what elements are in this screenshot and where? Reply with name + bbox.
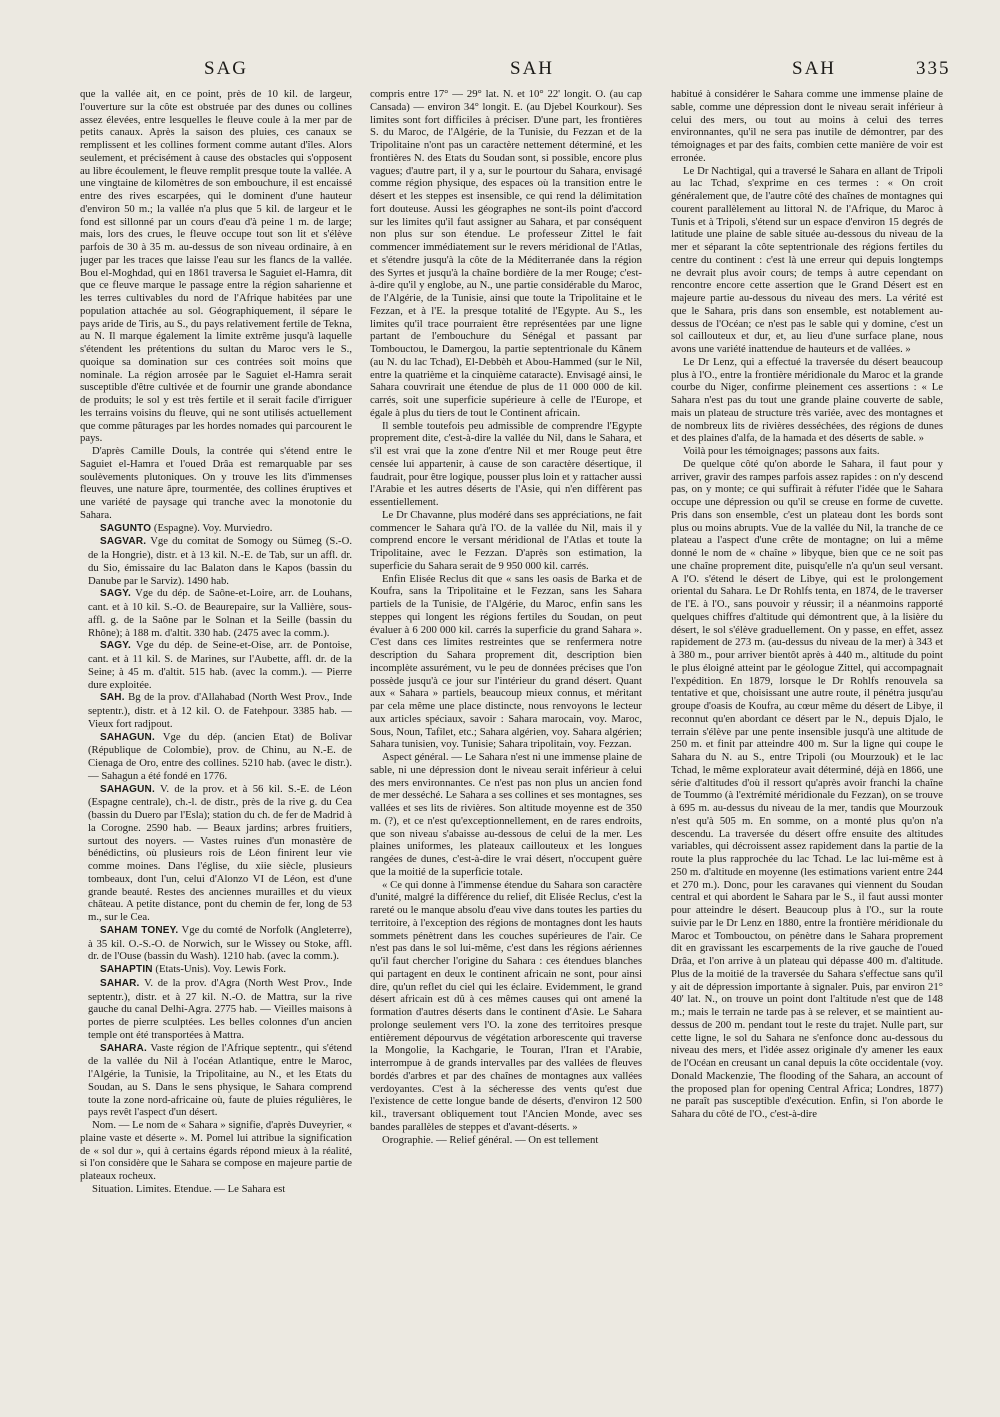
- paragraph: Nom. — Le nom de « Sahara » signifie, d'après Duveyrier, « plaine vaste et déserte ». M. Pomel lui attribue la signification de « sol dur », qui à certains égards répond mieux à la réalité, si l'on considère que le Sahara se compose en majeure partie de plateaux rocheux.: [80, 1119, 352, 1182]
- entry-headword: SAGUNTO: [100, 522, 152, 534]
- entry-headword: SAHAGUN.: [100, 731, 155, 743]
- paragraph: Enfin Elisée Reclus dit que « sans les oasis de Barka et de Koufra, sans la Tripolitaine et le Fezzan, sans les Sahara partiels de la Tunisie, de l'Algérie, du Maroc, enfin sans les steppes qui longent les régions fertiles du Soudan, on peut évaluer à 6 200 000 kil. carrés la superficie du grand Sahara ». C'est dans ces limites restreintes que se renfermera notre description du Sahara proprement dit, description bien incomplète assurément, vu le peu de données précises que l'on possède jusqu'à ce jour sur l'intérieur du grand désert. Quant aux « Sahara » partiels, beaucoup mieux connus, et méritant par cela même une place distincte, nous renvoyons le lecteur aux articles spéciaux, savoir : Sahara marocain, voy. Maroc, Sous, Noun, Tafilet, etc.; Sahara algérien, voy. Sahara algérien; Sahara tunisien, voy. Tunisie; Sahara tripolitain, voy. Fezzan.: [370, 572, 642, 751]
- entry-body: V. de la prov. d'Agra (North West Prov., Inde septentr.), distr. et à 27 kil. N.-O. de Mattra, sur la rive gauche du canal Delhi-Agra. 2775 hab. — Vieilles maisons à portes de pierre sculptées. Les belles colonnes d'un ancien temple ont été transportées à Mattra.: [88, 976, 352, 1041]
- entry-body: Vge du comitat de Somogy ou Sümeg (S.-O. de la Hongrie), distr. et à 13 kil. N.-E. de Tab, sur un affl. dr. du Sio, émissaire du lac Balaton dans le Kapos (bassin du Danube par le Sarviz). 1490 hab.: [88, 535, 352, 587]
- text-column-2: [370, 88, 642, 1368]
- dictionary-entry: [80, 783, 352, 924]
- dictionary-entry: [80, 587, 352, 639]
- paragraph: que la vallée ait, en ce point, près de 10 kil. de largeur, l'ouverture sur la côte est obstruée par des dunes ou collines assez élevées, entre lesquelles le fleuve coule à la mer par de petits canaux. Après la saison des pluies, ces canaux se remplissent et les collines forment comme autant d'îles. Alors seulement, et précisément à cause des obstacles qui s'opposent au libre écoulement, le fleuve remplit presque toute la vallée. A une vingtaine de kilomètres de son embouchure, il est encaissé entre des rives escarpées, qui le dominent d'une hauteur d'environ 50 m.; la vallée n'a plus que 5 kil. de largeur et le fond est sillonné par un cours d'eau d'à peine 1 m. de large; mais, lors des crues, le fleuve occupe tout son lit et s'élève parfois de 30 à 35 m. au-dessus de son niveau ordinaire, à en juger par les traces que laisse l'eau sur les flancs de la vallée. Bou el-Moghdad, qui en 1861 traversa le Saguiet el-Hamra, dit que ce fleuve marque le passage entre la région saharienne et les terres cultivables du nord de l'Afrique habitées par une population attachée au sol. Géographiquement, il sépare le pays aride de Tiris, au S., du pays relativement fertile de Tekna, au N. Il marque également la limite extrême jusqu'à laquelle s'étendent les prétentions du sultan du Maroc vers le S., quoique sa domination sur ces contrées soit moins que nominale. La région arrosée par le Saguiet el-Hamra serait susceptible d'être cultivée et de fournir une grande abondance de produits; le sol y est très fertile et il serait facile d'irriguer les terrains voisins du fleuve, qui ne sont utilisés actuellement que comme pâturages par les hordes nomades qui parcourent le pays.: [80, 88, 352, 445]
- dictionary-entry: [80, 535, 352, 587]
- text-column-3: [671, 88, 943, 1368]
- running-head-center: SAH: [510, 58, 555, 79]
- dictionary-entry: [80, 639, 352, 691]
- entry-headword: SAHAPTIN: [100, 964, 153, 975]
- paragraph: Situation. Limites. Etendue. — Le Sahara est: [92, 1182, 286, 1195]
- entry-headword: SAHAM TONEY.: [100, 924, 179, 936]
- paragraph: De quelque côté qu'on aborde le Sahara, il faut pour y arriver, gravir des rampes parfois assez rapides : on n'y descend pas, on y monte; ce qui suffirait à réfuter l'idée que le Sahara occupe une dépression ou qu'il se creuse en forme de cuvette. Pris dans son ensemble, c'est un plateau dont les bords sont plus ou moins abrupts. Vue de la vallée du Nil, la tranche de ce plateau a l'aspect d'une crête de montagne; on lui a même donné le nom de « chaîne » libyque, bien que ce ne soit pas une chaîne proprement dite, puisqu'elle n'a qu'un seul versant. A l'O. s'étend le désert de Libye, qui est le prolongement oriental du Sahara. Le Dr Rohlfs tenta, en 1874, de le traverser de l'E. à l'O., sans pouvoir y réussir; il a néanmoins rapporté quelques chiffres d'altitude qui démontrent que, à la lisière du désert, le sol s'élève graduellement. On y passe, en effet, assez rapidement de 273 m. (au-dessus du niveau de la mer) à 343 et à 380 m., pour arriver bientôt après à 440 m., altitude du point le plus éloigné atteint par le géologue Zittel, qui accompagnait l'expédition. En 1879, lorsque le Dr Rohlfs renouvela sa tentative et que, choisissant une autre route, il pénétra jusqu'au groupe d'oasis de Koufra, au cœur même du désert de Libye, il reconnut qu'en abordant ce désert par le N., depuis Djalo, le terrain s'élève par une pente insensible jusqu'à une altitude de 250 m. et finit par atteindre 400 m. Sur la ligne qui coupe le Sahara du N. au S., entre Tripoli (ou Mourzouk) et le lac Tchad, le même explorateur avait déterminé, déjà en 1866, une série d'altitudes d'où il ressort qu'après avoir franchi la chaîne de Toummo (à l'extrémité méridionale du Fezzan), on se trouve à 695 m. au-dessus du niveau de la mer, tandis que Mourzouk n'est qu'à 505 m. En somme, on a monté plus qu'on n'a descendu. La traversée du désert offre ensuite des altitudes variables, qui décroissent assez rapidement dans la partie de la route la plus rapprochée du lac Tchad. Le lac lui-même est à 250 m. d'altitude en moyenne (les estimations varient entre 244 et 270 m.). Donc, pour les caravanes qui viennent du Soudan central et qui abordent le Sahara par le S., il faut aussi monter pour atteindre le désert. Beaucoup plus à l'O., sur la route suivie par le Dr Lenz en 1880, entre la frontière méridionale du Maroc et Tombouctou, on pénètre dans le Sahara proprement dit en gravissant les escarpements de la rive gauche de l'oued Drâa, et l'on arrive à un plateau qui dépasse 400 m. d'altitude. Plus de la moitié de la traversée du Sahara s'effectue sans qu'il y ait de dépression importante à signaler. Puis, par environ 21° 40' lat. N., on trouve un point dont l'altitude n'est que de 148 m.; mais le terrain ne tarde pas à se relever, et se maintient au-dessus de 200 m. pendant tout le reste du trajet. Nulle part, sur cette ligne, le sol du Sahara ne s'enfonce donc au-dessous du niveau des mers, et l'idée assez originale d'y amener les eaux de l'Océan en creusant un canal depuis la côte occidentale (voy. Donald Mackenzie, The flooding of the Sahara, an account of the proposed plan for opening Central Africa; Londres, 1877) ne paraît pas susceptible d'exécution. Enfin, si l'on aborde le Sahara du côté de l'O., c'est-à-dire: [671, 457, 943, 1120]
- entry-headword: SAHAGUN.: [100, 783, 155, 795]
- dictionary-entry: [80, 924, 352, 963]
- entry-body: Vge du dép. (ancien Etat) de Bolivar (République de Colombie), prov. de Chinu, au N.-E. de Cienaga de Oro, entre des collines. 5210 hab. (avec le distr.). — Sahagun a été fondé en 1776.: [88, 730, 352, 782]
- running-head-left: SAG: [204, 58, 249, 79]
- entry-body: Bg de la prov. d'Allahabad (North West Prov., Inde septentr.), distr. et à 12 kil. O. de Fatehpour. 3385 hab. — Vieux fort radjpout.: [88, 691, 352, 730]
- entry-body: (Etats-Unis). Voy. Lewis Fork.: [152, 963, 287, 975]
- entry-headword: SAHARA.: [100, 1042, 147, 1054]
- paragraph: Aspect général. — Le Sahara n'est ni une immense plaine de sable, ni une dépression dont le niveau serait inférieur à celui des mers environnantes. Ce n'est pas non plus un ancien fond de mer desséché. Le Sahara a ses collines et ses montagnes, ses vallées et ses lits de rivières. Son altitude moyenne est de 350 m. (?), et ce n'est qu'exceptionnellement, en de rares endroits, que son niveau s'abaisse au-dessous de celui de la mer. Les plaines uniformes, les plateaux caillouteux et les longues rangées de dunes, c'est-à-dire le vrai désert, n'occupent guère que la moitié de la superficie totale.: [370, 751, 642, 878]
- dictionary-entry: [80, 691, 352, 730]
- entry-body: Vge du dép. de Seine-et-Oise, arr. de Pontoise, cant. et à 11 kil. S. de Marines, sur l'Aubette, affl. dr. de la Seine; à 45 m. d'altit. 515 hab. (avec la comm.). — Pierre dure exploitée.: [88, 639, 352, 691]
- paragraph: habitué à considérer le Sahara comme une immense plaine de sable, comme une dépression dont le niveau serait inférieur à celui des mers, ou tout au moins à celui des terres environnantes, qu'il ne sera pas inutile de démontrer, par des témoignages et par des faits, combien cette manière de voir est erronée.: [671, 88, 943, 164]
- paragraph: D'après Camille Douls, la contrée qui s'étend entre le Saguiet el-Hamra et l'oued Drâa est remarquable par ses soulèvements plutoniques. On y trouve les lits d'immenses fleuves, une nature âpre, tourmentée, des collines éruptives et une variété de paysage qui tranche avec la monotonie du Sahara.: [80, 445, 352, 521]
- text-column-1: [80, 88, 352, 1368]
- paragraph: Voilà pour les témoignages; passons aux faits.: [683, 445, 880, 457]
- entry-headword: SAHAR.: [100, 977, 140, 989]
- paragraph: Le Dr Chavanne, plus modéré dans ses appréciations, ne fait commencer le Sahara qu'à l'O. de la vallée du Nil, mais il y comprend encore le versant méridional de l'Atlas et toute la Tripolitaine, avec le Fezzan. D'après son estimation, la superficie du Sahara serait de 9 950 000 kil. carrés.: [370, 508, 642, 572]
- entry-body: Vge du comté de Norfolk (Angleterre), à 35 kil. O.-S.-O. de Norwich, sur le Wissey ou Stoke, affl. dr. de l'Ouse (bassin du Wash). 1210 hab. (avec la comm.).: [88, 923, 352, 963]
- page-header: [0, 58, 1000, 88]
- paragraph: Il semble toutefois peu admissible de comprendre l'Egypte proprement dite, c'est-à-dire la vallée du Nil, dans le Sahara, et s'il est vrai que la zone d'entre Nil et mer Rouge peut être censée lui appartenir, à cause de son caractère désertique, il faudrait, pour être logique, pousser plus loin et y rattacher aussi l'Arabie et les autres déserts de l'Asie, qui n'en diffèrent pas essentiellement.: [370, 419, 642, 508]
- paragraph: compris entre 17° — 29° lat. N. et 10° 22' longit. O. (au cap Cansada) — environ 34° longit. E. (au Djebel Kourkour). Ses limites sont fort difficiles à préciser. D'une part, les frontières S. du Maroc, de l'Algérie, de la Tunisie, du Fezzan et de la Tripolitaine n'ont pas un caractère nettement déterminé, et les frontières N. des Etats du Soudan sont, si possible, encore plus vagues; d'autre part, il y a, sur le pourtour du Sahara, envisagé comme région physique, des espaces où la transition entre le désert et les steppes est insensible, ce qui rend la délimitation fort douteuse. Aussi les géographes ne sont-ils point d'accord sur les limites qu'il faut assigner au Sahara, et par conséquent non plus sur son étendue. Le professeur Zittel le fait commencer immédiatement sur le revers méridional de l'Atlas, et s'étendre jusqu'à la côte de la Méditerranée dans la région des Syrtes et jusqu'à la chaîne bordière de la mer Rouge; c'est-à-dire qu'il y englobe, au N., une partie considérable du Maroc, de l'Algérie, de la Tunisie, ainsi que toute la Tripolitaine et le Fezzan, et à l'E. la presque totalité de l'Egypte. Au S., les limites qu'il trace pourraient être représentées par une ligne partant de l'embouchure du Sénégal et passant par Tombouctou, le Damergou, la partie septentrionale du Kânem (au N. du lac Tchad), El-Debbèh et Abou-Hammed (sur le Nil, entre la quatrième et la cinquième cataracte). Envisagé ainsi, le Sahara couvrirait une étendue de plus de 11 000 000 de kil. carrés, soit une superficie supérieure à celle de l'Europe, et égale à plus du tiers de tout le Continent africain.: [370, 88, 642, 419]
- paragraph: « Ce qui donne à l'immense étendue du Sahara son caractère d'unité, malgré la différence du relief, dit Elisée Reclus, c'est la rareté ou le manque absolu d'eau vive dans toutes les parties du territoire, à l'exception des régions de montagnes dont les hauts sommets pénètrent dans les couches supérieures de l'air. Ce n'est pas dans le sol lui-même, c'est dans les régions aériennes qu'il faut chercher l'origine du Sahara : ces étendues blanches qui partagent en deux le continent africain ne sont, pour ainsi dire, qu'un reflet du ciel qui les éclaire. Evidemment, le grand désert africain est dû à ces mêmes causes qui ont amené la formation d'autres déserts dans le continent d'Asie. Le Sahara prolonge seulement vers l'O. la zone des territoires presque entièrement dépourvus de végétation arborescente qui traverse la Mongolie, la Kachgarie, le Touran, l'Iran et l'Arabie, interrompue à de grands intervalles par des vallées de fleuves bordés d'arbres et par des chaînes de montagnes aux vallées verdoyantes. C'est à la sécheresse des vents qu'est due l'existence de cette longue bande de déserts, d'environ 12 500 kil., traversant obliquement tout l'Ancien Monde, avec ses bandes parallèles de steppes et d'avant-déserts. »: [370, 878, 642, 1133]
- entry-body: (Espagne). Voy. Murviedro.: [151, 521, 273, 534]
- page-number: 335: [916, 58, 951, 79]
- dictionary-entry: [80, 731, 352, 783]
- dictionary-entry: [80, 963, 352, 977]
- entry-headword: SAGY.: [100, 588, 132, 600]
- entry-headword: SAGVAR.: [100, 536, 147, 548]
- paragraph: Le Dr Lenz, qui a effectué la traversée du désert beaucoup plus à l'O., entre la frontière méridionale du Maroc et la grande courbe du Niger, confirme pleinement ces assertions : « Le Sahara n'est pas du tout une grande plaine couverte de sable, mais un plateau de structure très variée, avec des montagnes et de nombreux lits de rivières desséchées, des régions de dunes et des plaines d'alfa, de la hamada et des déserts de sable. »: [671, 355, 943, 445]
- running-head-right: SAH: [792, 58, 837, 79]
- dictionary-entry: [80, 1042, 352, 1120]
- paragraph: Le Dr Nachtigal, qui a traversé le Sahara en allant de Tripoli au lac Tchad, s'exprime en ces termes : « On croit généralement que, de l'autre côté des chaînes de montagnes qui courent parallèlement au littoral N. de l'Afrique, du Maroc à Tunis et à Tripoli, s'étend sur un espace d'environ 15 degrés de latitude une plaine de sable située au-dessous du niveau de la mer et séparant la côte septentrionale des régions fertiles du centre du continent : c'est là une erreur qui depuis longtemps ne devrait plus avoir cours; de temps à autre cependant on rencontre encore cette assertion que le Grand Désert est en majeure partie au-dessous du niveau des mers. La vérité est que le Sahara, pris dans son ensemble, est notablement au-dessus de l'Océan; ce n'est pas le sable qui y domine, c'est un sol caillouteux et dur, et, au lieu d'une surface plane, nous avons une variété inattendue de hauteurs et de vallées. »: [671, 164, 943, 355]
- dictionary-entry: [80, 977, 352, 1042]
- entry-body: V. de la prov. et à 56 kil. S.-E. de Léon (Espagne centrale), ch.-l. de distr., près de la rive g. du Cea (bassin du Duero par l'Esla); station du ch. de fer de Madrid à la Corogne. 2590 hab. — Beaux jardins; arbres fruitiers, surtout des noyers. — Vastes ruines d'un monastère de bénédictins, où plusieurs rois de Léon finirent leur vie comme moines. Dans l'église, du xiie siècle, plusieurs tombeaux, dont l'un, celui d'Alonzo VI de Léon, est d'une grande beauté. Restes des anciennes murailles et du vieux château. A petite distance, pont du chemin de fer, long de 53 m., sur le Cea.: [88, 782, 352, 923]
- paragraph: Orographie. — Relief général. — On est tellement: [382, 1133, 599, 1146]
- entry-headword: SAH.: [100, 692, 125, 704]
- entry-body: Vge du dép. de Saône-et-Loire, arr. de Louhans, cant. et à 10 kil. S.-O. de Beaurepaire, sur la Vallière, sous-affl. g. de la Saône par le Solnan et la Seille (bassin du Rhône); à 188 m. d'altit. 330 hab. (2475 avec la comm.).: [88, 587, 352, 639]
- entry-body: Vaste région de l'Afrique septentr., qui s'étend de la vallée du Nil à l'océan Atlantique, entre le Maroc, l'Algérie, la Tunisie, la Tripolitaine, au N., et les Etats du Soudan, au S. Dans le sens physique, le Sahara comprend toute la zone nord-africaine où, faute de pluies régulières, le pays revêt l'aspect d'un désert.: [88, 1041, 352, 1119]
- dictionary-entry: [80, 522, 352, 536]
- entry-headword: SAGY.: [100, 640, 132, 652]
